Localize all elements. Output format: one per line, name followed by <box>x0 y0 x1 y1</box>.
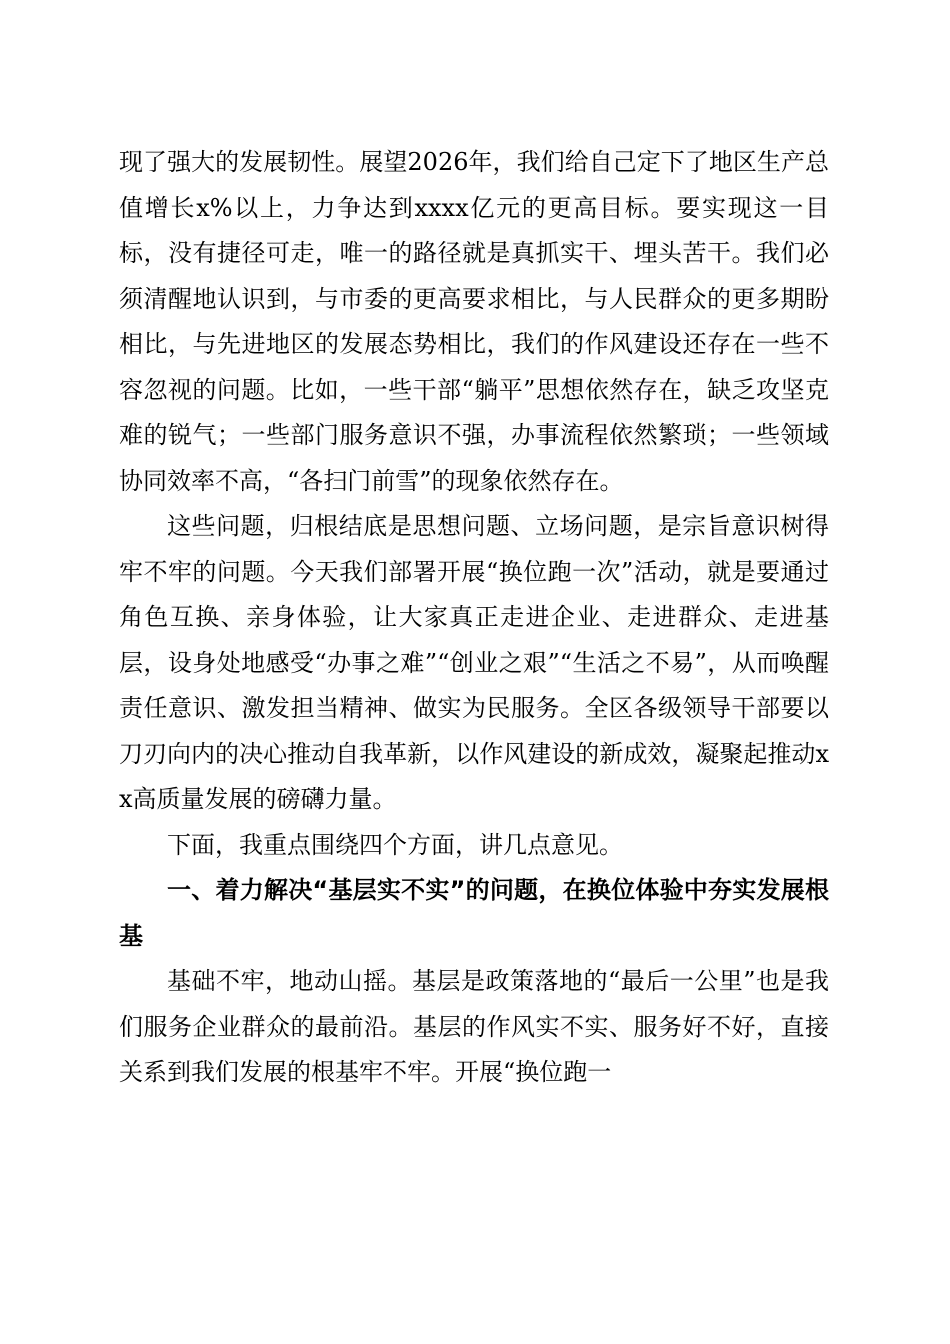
paragraph-grassroots: 基础不牢，地动山摇。基层是政策落地的“最后一公里”也是我们服务企业群众的最前沿。基层的作风实不实、服务好不好，直接关系到我们发展的根基牢不牢。开展“换位跑一 <box>119 967 829 1086</box>
paragraph-transition: 下面，我重点围绕四个方面，讲几点意见。 <box>167 830 623 859</box>
section-heading-one: 一、着力解决“基层实不实”的问题，在换位体验中夯实发展根基 <box>119 876 829 950</box>
paragraph-problem-analysis: 这些问题，归根结底是思想问题、立场问题，是宗旨意识树得牢不牢的问题。今天我们部署开展“换位跑一次”活动，就是要通过角色互换、亲身体验，让大家真正走进企业、走进群众、走进基层，设身处地感受“办事之难”“创业之艰”“生活之不易”，从而唤醒责任意识、激发担当精神、做实为民服务。全区各级领导干部要以刀刃向内的决心推动自我革新，以作风建设的新成效，凝聚起推动xx高质量发展的磅礴力量。 <box>119 512 829 813</box>
paragraph-continuation: 现了强大的发展韧性。展望2026年，我们给自己定下了地区生产总值增长x%以上，力争达到xxxx亿元的更高目标。要实现这一目标，没有捷径可走，唯一的路径就是真抓实干、埋头苦干。我们必须清醒地认识到，与市委的更高要求相比，与人民群众的更多期盼相比，与先进地区的发展态势相比，我们的作风建设还存在一些不容忽视的问题。比如，一些干部“躺平”思想依然存在，缺乏攻坚克难的锐气；一些部门服务意识不强，办事流程依然繁琐；一些领域协同效率不高，“各扫门前雪”的现象依然存在。 <box>119 148 829 495</box>
document-body <box>119 140 829 1096</box>
